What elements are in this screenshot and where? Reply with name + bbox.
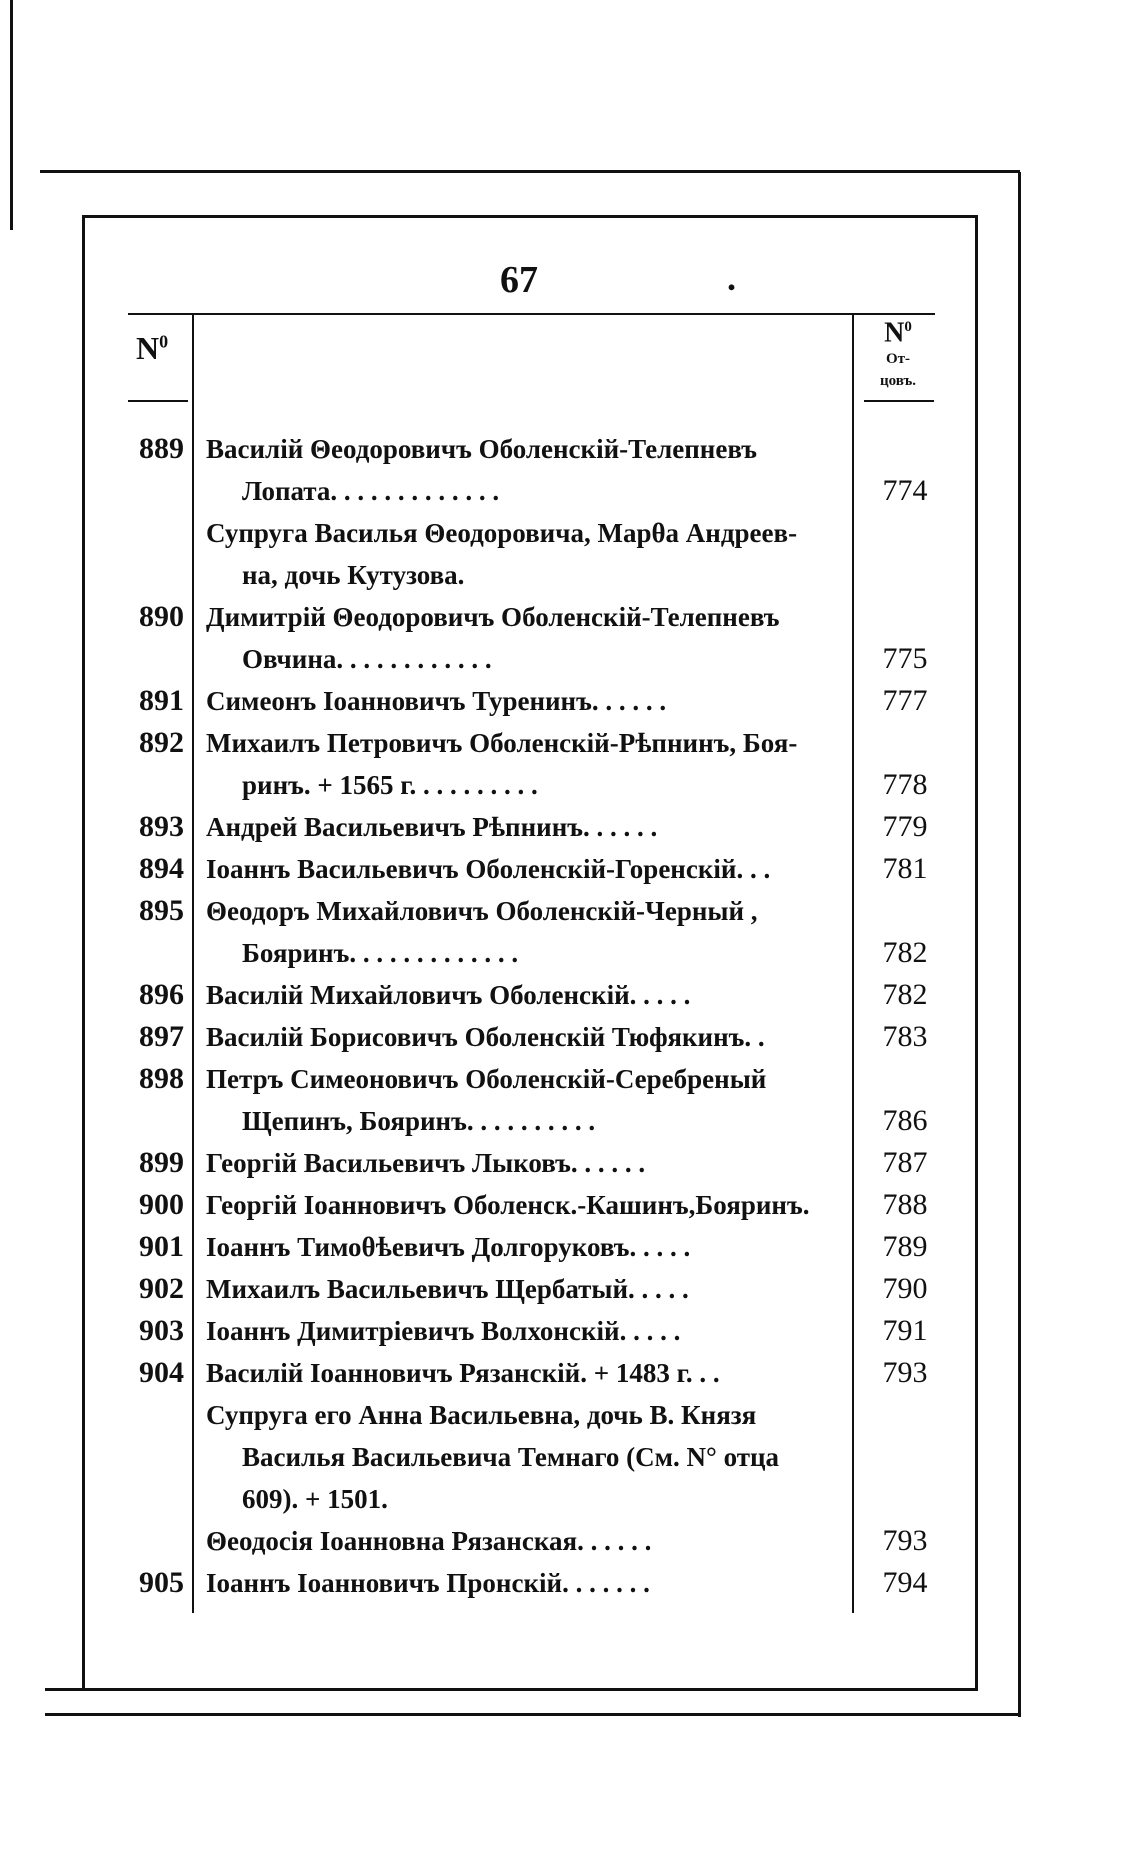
father-number: 790 (882, 1272, 928, 1305)
entry-name-line: Лопата. . . . . . . . . . . . . (242, 476, 500, 506)
entry-name-line: Георгій Васильевичъ Лыковъ. . . . . . (206, 1148, 646, 1178)
father-number: 786 (882, 1104, 928, 1137)
father-number: 791 (882, 1314, 928, 1347)
entry-name (206, 1562, 846, 1604)
entry-row (0, 722, 1140, 806)
entry-name (206, 1520, 846, 1562)
entry-name (206, 1268, 846, 1310)
entry-name (206, 1058, 846, 1142)
entry-name-line: Супруга его Анна Васильевна, дочь В. Князя (206, 1400, 757, 1430)
entry-number: 896 (139, 978, 184, 1011)
entry-row (0, 680, 1140, 722)
entry-number: 891 (139, 684, 184, 717)
entry-name-line: Бояринъ. . . . . . . . . . . . . (242, 938, 519, 968)
entry-number: 898 (139, 1062, 184, 1095)
entry-name-line: Супруга Василья Θеодоровича, Марθа Андреев- (206, 518, 798, 548)
entry-name (206, 596, 846, 680)
entry-name-line: Іоаннъ Іоанновичъ Пронскій. . . . . . . (206, 1568, 650, 1598)
father-number: 775 (882, 642, 928, 675)
entry-name-line: на, дочь Кутузова. (242, 560, 465, 590)
entry-name-line: Василій Θеодоровичъ Оболенскій-Телепневъ (206, 434, 757, 464)
father-number: 779 (882, 810, 928, 843)
page-number: 67 (500, 259, 538, 301)
entry-name-line: Іоаннъ Тимоθѣевичъ Долгоруковъ. . . . . (206, 1232, 691, 1262)
entry-name-line: Θеодосія Іоанновна Рязанская. . . . . . (206, 1526, 652, 1556)
entry-number: 901 (139, 1230, 184, 1263)
entry-row (0, 1562, 1140, 1604)
entry-row (0, 596, 1140, 680)
entry-name (206, 848, 846, 890)
outer-frame-bottom (45, 1713, 1021, 1716)
fathers-underline (864, 400, 934, 402)
entry-row (0, 1352, 1140, 1394)
entry-row (0, 1520, 1140, 1562)
father-number: 794 (882, 1566, 928, 1599)
entry-row (0, 1184, 1140, 1226)
entry-name-line: Михаилъ Васильевичъ Щербатый. . . . . (206, 1274, 689, 1304)
entry-name-line: Георгій Іоанновичъ Оболенск.-Кашинъ,Бояринъ. (206, 1190, 810, 1220)
entry-number: 895 (139, 894, 184, 927)
father-number: 788 (882, 1188, 928, 1221)
entry-name-line: Θеодоръ Михайловичъ Оболенскій-Черный , (206, 896, 758, 926)
entry-name-line: Симеонъ Іоанновичъ Туренинъ. . . . . . (206, 686, 667, 716)
entry-number: 905 (139, 1566, 184, 1599)
entry-name-line: Василій Борисовичъ Оболенскій Тюфякинъ. . (206, 1022, 765, 1052)
entry-row (0, 1268, 1140, 1310)
entry-row (0, 428, 1140, 512)
father-number: 787 (882, 1146, 928, 1179)
entry-number: 904 (139, 1356, 184, 1389)
entry-name-line: Овчина. . . . . . . . . . . . (242, 644, 492, 674)
entry-number: 889 (139, 432, 184, 465)
entry-name-line: Андрей Васильевичъ Рѣпнинъ. . . . . . (206, 812, 658, 842)
entry-row (0, 890, 1140, 974)
page-dot-mark: . (727, 258, 736, 298)
entry-row (0, 1142, 1140, 1184)
entry-name (206, 1142, 846, 1184)
entry-row (0, 1226, 1140, 1268)
entry-row (0, 1058, 1140, 1142)
entry-number: 900 (139, 1188, 184, 1221)
entry-row (0, 974, 1140, 1016)
father-number: 789 (882, 1230, 928, 1263)
entry-name (206, 722, 846, 806)
entry-name (206, 512, 846, 596)
entry-name-line: Михаилъ Петровичъ Оболенскій-Рѣпнинъ, Боя- (206, 728, 798, 758)
entry-name-line: Василья Васильевича Темнаго (См. N° отца (242, 1442, 780, 1472)
entry-name-line: Василій Іоанновичъ Рязанскій. + 1483 г. . . (206, 1358, 720, 1388)
entry-name-line: Іоаннъ Васильевичъ Оболенскій-Горенскій. . . (206, 854, 771, 884)
entry-number: 892 (139, 726, 184, 759)
father-number: 777 (882, 684, 928, 717)
entry-name-line: Іоаннъ Димитріевичъ Волхонскій. . . . . (206, 1316, 681, 1346)
entry-name (206, 890, 846, 974)
entry-number: 903 (139, 1314, 184, 1347)
entry-row (0, 1310, 1140, 1352)
entry-name (206, 428, 846, 512)
header-fathers-label: $N^0$ От- цовъ. (880, 317, 916, 390)
entry-name-line: Щепинъ, Бояринъ. . . . . . . . . . (242, 1106, 596, 1136)
entry-row (0, 848, 1140, 890)
father-number: 783 (882, 1020, 928, 1053)
entry-name (206, 1184, 846, 1226)
entry-name-line: 609). + 1501. (242, 1484, 388, 1514)
father-number: 782 (882, 936, 928, 969)
entry-name (206, 1226, 846, 1268)
entry-name (206, 1310, 846, 1352)
entry-number: 899 (139, 1146, 184, 1179)
num-underline (128, 400, 188, 402)
father-number: 793 (882, 1356, 928, 1389)
entry-name (206, 1016, 846, 1058)
father-number: 778 (882, 768, 928, 801)
entry-number: 897 (139, 1020, 184, 1053)
entry-number: 894 (139, 852, 184, 885)
entry-name (206, 974, 846, 1016)
entry-name (206, 806, 846, 848)
entry-name (206, 680, 846, 722)
inner-frame-bottom (45, 1688, 978, 1691)
entry-number: 890 (139, 600, 184, 633)
father-number: 793 (882, 1524, 928, 1557)
left-margin-line (10, 0, 13, 230)
header-rule (128, 313, 935, 315)
entry-name (206, 1394, 846, 1520)
entry-name-line: Димитрій Θеодоровичъ Оболенскій-Телепневъ (206, 602, 780, 632)
entry-name (206, 1352, 846, 1394)
inner-frame-top (82, 215, 977, 218)
outer-frame-top (40, 170, 1020, 173)
father-number: 782 (882, 978, 928, 1011)
entry-number: 893 (139, 810, 184, 843)
entry-number: 902 (139, 1272, 184, 1305)
entry-row (0, 806, 1140, 848)
entry-row (0, 1016, 1140, 1058)
entry-row (0, 1394, 1140, 1520)
header-number-label: $N^0$ (136, 330, 169, 366)
entry-row (0, 512, 1140, 596)
entry-name-line: ринъ. + 1565 г. . . . . . . . . . (242, 770, 538, 800)
entry-name-line: Василій Михайловичъ Оболенскій. . . . . (206, 980, 691, 1010)
father-number: 774 (882, 474, 928, 507)
entry-name-line: Петръ Симеоновичъ Оболенскій-Серебреный (206, 1064, 767, 1094)
father-number: 781 (882, 852, 928, 885)
